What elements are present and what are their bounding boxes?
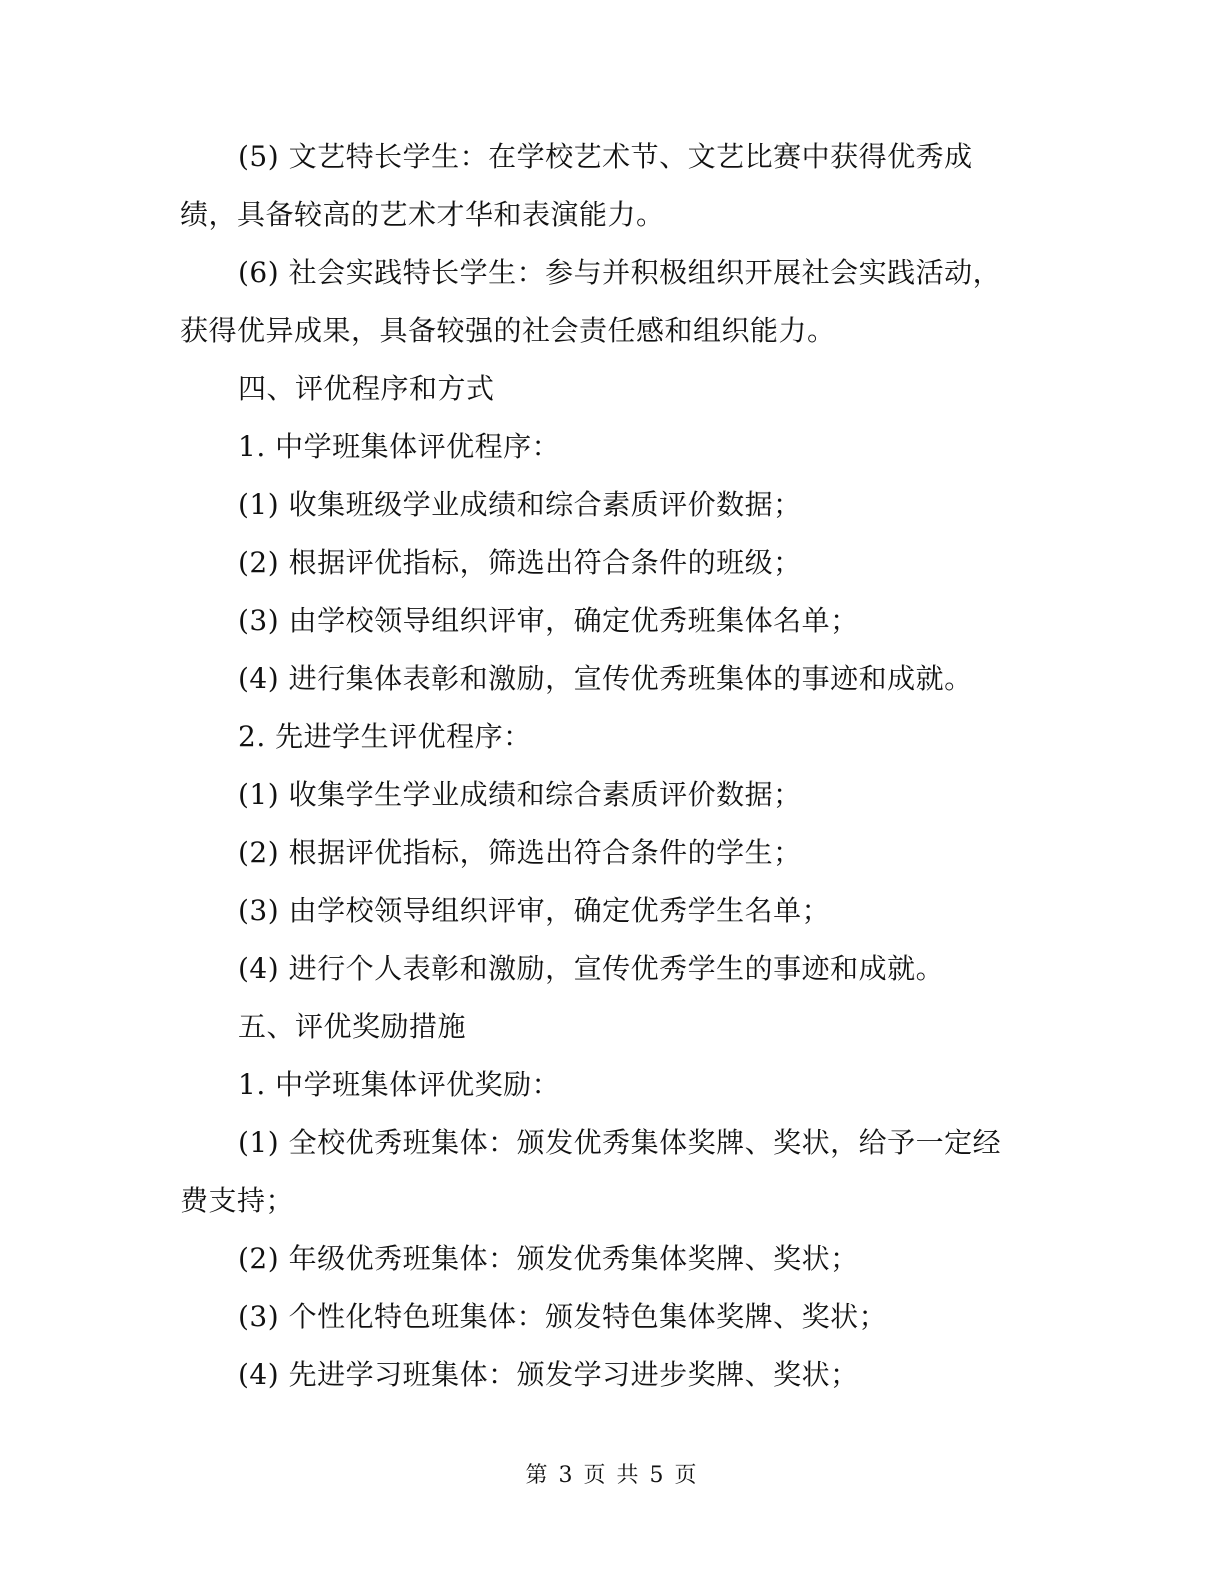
section-heading: 四、评优程序和方式 xyxy=(238,372,495,405)
section-heading: 五、评优奖励措施 xyxy=(238,1010,467,1043)
list-item: (1) 收集学生学业成绩和综合素质评价数据； xyxy=(238,778,802,811)
list-item: (3) 由学校领导组织评审，确定优秀班集体名单； xyxy=(238,604,859,637)
subsection-heading: 1. 中学班集体评优程序： xyxy=(238,430,561,463)
list-item: (3) 由学校领导组织评审，确定优秀学生名单； xyxy=(238,894,831,927)
list-item: (4) 先进学习班集体：颁发学习进步奖牌、奖状； xyxy=(238,1358,859,1391)
list-item: (1) 收集班级学业成绩和综合素质评价数据； xyxy=(238,488,802,521)
page-number-footer: 第 3 页 共 5 页 xyxy=(525,1463,699,1488)
list-item: (4) 进行集体表彰和激励，宣传优秀班集体的事迹和成就。 xyxy=(238,662,973,695)
subsection-heading: 1. 中学班集体评优奖励： xyxy=(238,1068,561,1101)
list-item: (4) 进行个人表彰和激励，宣传优秀学生的事迹和成就。 xyxy=(238,952,945,985)
list-item: (2) 根据评优指标，筛选出符合条件的班级； xyxy=(238,546,802,579)
list-item: (3) 个性化特色班集体：颁发特色集体奖牌、奖状； xyxy=(238,1300,888,1333)
list-item: (2) 年级优秀班集体：颁发优秀集体奖牌、奖状； xyxy=(238,1242,859,1275)
list-item: (1) 全校优秀班集体：颁发优秀集体奖牌、奖状，给予一定经费支持； xyxy=(180,1126,1002,1217)
document-body xyxy=(180,128,1020,1404)
list-item: (2) 根据评优指标，筛选出符合条件的学生； xyxy=(238,836,802,869)
paragraph: (6) 社会实践特长学生：参与并积极组织开展社会实践活动，获得优异成果，具备较强的社会责任感和组织能力。 xyxy=(180,256,1002,347)
paragraph: (5) 文艺特长学生：在学校艺术节、文艺比赛中获得优秀成绩，具备较高的艺术才华和表演能力。 xyxy=(180,140,973,231)
subsection-heading: 2. 先进学生评优程序： xyxy=(238,720,532,753)
